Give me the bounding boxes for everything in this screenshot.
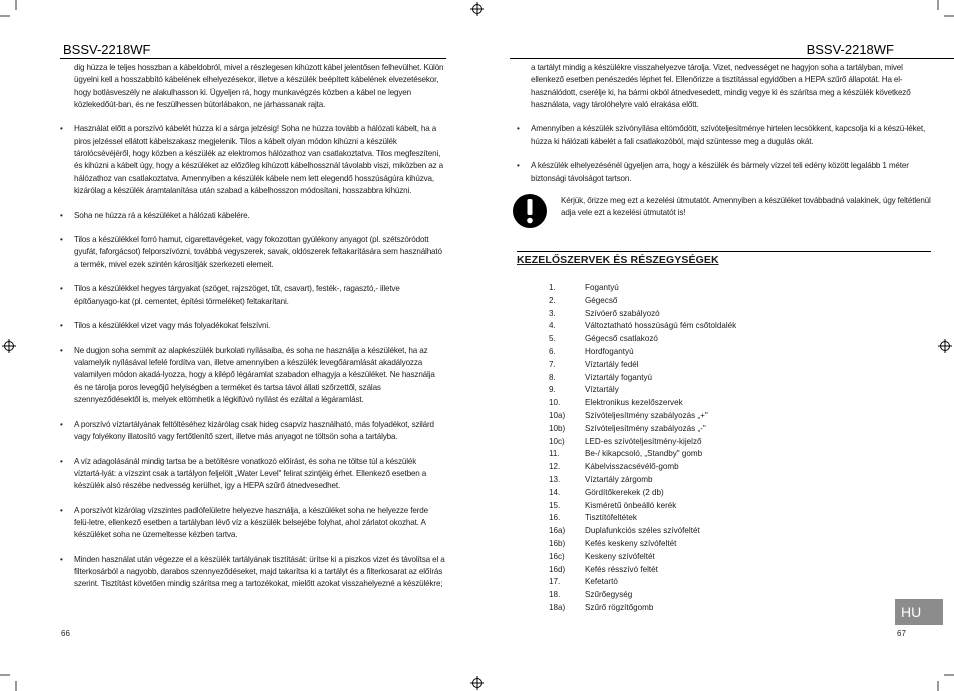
bullet-paragraph: • Tilos a készülékkel hegyes tárgyakat (szöget, rajzszöget, tűt, csavart), festék-, ragasztó,- illetve építőanyago-kat (pl. cementet, építési törmeléket) feltakarítani. (60, 283, 445, 308)
page-number: 66 (61, 629, 70, 638)
bullet-paragraph: • A készülék elhelyezésénél ügyeljen arra, hogy a készülék és bármely vízzel teli edény között legalább 1 méter biztonsági távolságot tartson. (517, 160, 937, 185)
part-label: Változtatható hosszúságú fém csőtoldalék (585, 321, 737, 331)
part-number: 18a) (549, 602, 566, 612)
part-label: Kefés résszívó feltét (585, 564, 658, 574)
part-label: Víztartály zárgomb (585, 474, 653, 484)
paragraph: dig húzza le teljes hosszban a kábeldobról, mivel a részlegesen kihúzott kábel jelentősen felhevülhet. Külön ügyelni kell a hosszabbító kábelének elhelyezésekor, illetve a készülék beépített kábelének elvezetésekor, hogy botlásveszély ne alakulhasson ki. Ügyeljen rá, hogy munkavégzés közben a kábel ne legyen közlekedőút-ban, és ne feszülhessen bútorlábakon, ne járhassanak rajta. (74, 63, 444, 109)
section-title-text: KEZELŐSZERVEK ÉS RÉSZEGYSÉGEK (517, 254, 719, 266)
bullet-paragraph: • Minden használat után végezze el a készülék tartályának tisztítását: ürítse ki a piszkos vizet és távolítsa el a filterkosárból a nagyobb, darabos szennyeződéseket, majd takarítsa ki a tartályt és a filterkosarat az előírás szerint. Tisztítást követően mindig szárítsa meg a tartozékokat, mielőtt azokat visszahelyezné a készülékre; (60, 554, 445, 591)
part-number: 16a) (549, 526, 566, 536)
part-label: Szívóteljesítmény szabályozás „+" (585, 410, 708, 420)
part-label: Hordfogantyú (585, 346, 634, 356)
bullet-paragraph: • Tilos a készülékkel vizet vagy más folyadékokat felszívni. (60, 320, 445, 332)
part-label: Duplafunkciós széles szívófeltét (585, 526, 700, 536)
part-number: 16. (549, 513, 561, 523)
part-label: Be-/ kikapcsoló, „Standby" gomb (585, 449, 703, 459)
part-label: Gördítőkerekek (2 db) (585, 487, 664, 497)
part-label: Szívóerő szabályozó (585, 308, 660, 318)
part-number: 13. (549, 474, 561, 484)
bullet-paragraph: • Ne dugjon soha semmit az alapkészülék burkolati nyílásaiba, és soha ne használja a készüléket, ha az valamelyik nyílásával lefelé fordítva van, illetve amennyiben a készülék levegőáramlását akadályozza valamilyen módon akadá-lyozza, hogy a kilépő légáramlat szabadon elhagyja a készüléket. Ne használja és ne tárolja poros levegőjű helyiségben a terméket és tartsa távol állati szőrzettől, szálas szennyeződésektől is, melyek eltömhetik a légkifúvó nyílást és ezáltal a légáramlást. (60, 345, 445, 406)
part-label: Víztartály (585, 385, 619, 395)
bullet-paragraph: • Soha ne húzza rá a készüléket a hálózati kábelére. (60, 210, 445, 222)
part-label: Víztartály fogantyú (585, 372, 653, 382)
part-number: 3. (549, 308, 556, 318)
part-label: LED-es szívóteljesítmény-kijelző (585, 436, 702, 446)
model-header: BSSV-2218WF (63, 42, 151, 57)
part-label: Gégecső csatlakozó (585, 334, 658, 344)
part-label: Elektronikus kezelőszervek (585, 398, 683, 408)
bullet-paragraph: • A porszívót kizárólag vízszintes padlófelületre helyezve használja, a készüléket soha ne helyezze ferde felü-letre, ellenkező esetben a tartályban lévő víz a készülék belsejébe folyhat, ahol zárlatot okozhat. A készüléket soha ne üzemeltesse kézben tartva. (60, 505, 445, 542)
part-number: 14. (549, 487, 561, 497)
part-label: Kefetartó (585, 577, 618, 587)
part-number: 5. (549, 334, 556, 344)
part-label: Gégecső (585, 295, 618, 305)
part-label: Tisztítófeltétek (585, 513, 637, 523)
part-number: 18. (549, 590, 561, 600)
part-label: Kisméretű önbeálló kerék (585, 500, 677, 510)
paragraph: a tartályt mindig a készülékre visszahelyezve tárolja. Vizet, nedvességet ne hagyjon soha a tartályban, mivel ellenkező esetben penészedés léphet fel. Ellenőrizze a tisztítással egyidőben a HEPA szűrő állapotát. Ha el-használódott, cserélje ki, ha bármi okból átnedvesedett, mindig vegye ki és szárítsa meg a készülék következő használata, vagy tárolóhelyre való elrakása előtt. (531, 63, 911, 109)
page-number: 67 (897, 629, 906, 638)
part-label: Szűrőegység (585, 590, 633, 600)
part-number: 17. (549, 577, 561, 587)
part-number: 10c) (549, 436, 565, 446)
part-number: 16b) (549, 538, 566, 548)
part-label: Kefés keskeny szívófeltét (585, 538, 677, 548)
part-number: 7. (549, 359, 556, 369)
part-number: 15. (549, 500, 561, 510)
part-label: Szívóteljesítmény szabályozás „-" (585, 423, 706, 433)
part-number: 6. (549, 346, 556, 356)
bullet-paragraph: • A víz adagolásánál mindig tartsa be a betöltésre vonatkozó előírást, és soha ne töltse túl a készülék víztartá-lyát: a vízszint csak a tartályon feljelölt „Water Level" felirat szintjéig érhet. Ellenkező esetben a készülék alsó részébe nedvesség kerülhet, így a HEPA szűrő átnedvesedhet. (60, 456, 445, 493)
part-number: 16c) (549, 551, 565, 561)
warning-text: Kérjük, őrizze meg ezt a kezelési útmutatót. Amennyiben a készüléket továbbadná valakinek, úgy feltétlenül adja vele ezt a kezelési útmutatót is! (561, 195, 931, 218)
part-label: Kábelvisszacsévélő-gomb (585, 462, 679, 472)
part-number: 9. (549, 385, 556, 395)
part-label: Fogantyú (585, 283, 619, 292)
part-number: 12. (549, 462, 561, 472)
part-number: 11. (549, 449, 560, 459)
part-label: Víztartály fedél (585, 359, 639, 369)
bullet-paragraph: • A porszívó víztartályának feltöltéséhez kizárólag csak hideg csapvíz használható, más folyadékot, szilárd vagy folyékony illatosító vagy fertőtlenítő szert, illetve más anyagot ne töltsön soha a tartályba. (60, 419, 445, 444)
bullet-paragraph: • Amennyiben a készülék szívónyílása eltömődött, szívóteljesítménye hirtelen lecsökkent, kapcsolja ki a készü-léket, húzza ki hálózati kábelét a fali csatlakozóból, majd szüntesse meg a dugulás okát. (517, 123, 937, 148)
part-number: 8. (549, 372, 556, 382)
part-number: 10b) (549, 423, 566, 433)
part-number: 10a) (549, 410, 566, 420)
model-header: BSSV-2218WF (806, 42, 894, 57)
part-number: 10. (549, 398, 561, 408)
part-number: 2. (549, 295, 556, 305)
language-tab: HU (895, 599, 943, 625)
part-number: 4. (549, 321, 556, 331)
part-number: 16d) (549, 564, 566, 574)
bullet-paragraph: • Tilos a készülékkel forró hamut, cigarettavégeket, vagy fokozottan gyúlékony anyagot (pl. szétszóródott gyufát, faforgácsot) felporszívózni, továbbá vegyszerek, savak, oldószerek feltakarítására sem használható a termék, mivel ezek szintén károsítják szerkezeti elemeit. (60, 234, 445, 271)
part-label: Szűrő rögzítőgomb (585, 602, 654, 612)
part-label: Keskeny szívófeltét (585, 551, 655, 561)
part-number: 1. (549, 283, 556, 292)
bullet-paragraph: • Használat előtt a porszívó kábelét húzza ki a sárga jelzésig! Soha ne húzza tovább a hálózati kábelt, ha a piros jelzéssel ellátott kábelszakasz megjelenik. Tilos a kábelt olyan módon kihúzni a készülék tárolócsévéjéről, hogy közben a készülék az elektromos hálózathoz van csatlakoztatva. Tilos megfeszíteni, és kihúzni a kábelt úgy, hogy a készüléket az előzőleg kihúzott kábelhossznál távolabb viszi, miközben az a hálózathoz van csatlakoztatva. Amennyiben a készülék kábele nem lett elegendő hosszúságúra kihúzva, kizárólag a készülék áramtalanítása után szabad a kábelhosszon módosítani, hosszabbra kihúzni. (60, 123, 445, 197)
